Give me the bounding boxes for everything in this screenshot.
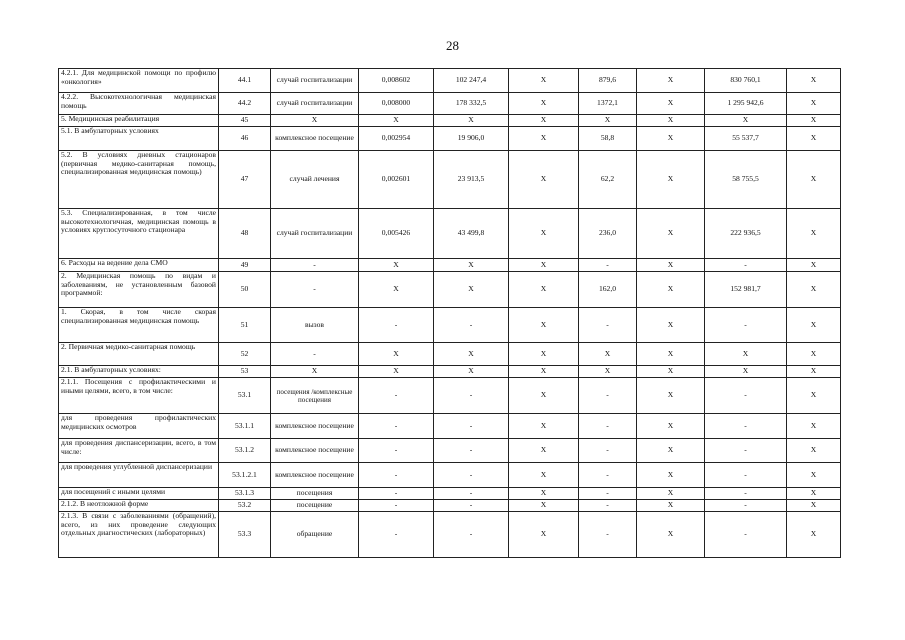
row-cell: - [579,439,637,463]
row-cell: Х [509,115,579,127]
row-cell: Х [637,272,705,308]
row-cell: Х [705,115,787,127]
row-line-number: 46 [219,127,271,151]
row-cell: Х [509,378,579,414]
row-cost: - [434,500,509,512]
row-unit: случай лечения [271,151,359,209]
row-cell: 830 760,1 [705,69,787,93]
row-unit: обращение [271,512,359,558]
row-cell: Х [637,69,705,93]
row-name: 2. Первичная медико-санитарная помощь [59,343,219,366]
row-cost: - [434,378,509,414]
table-row [59,378,841,414]
row-unit: Х [271,115,359,127]
row-cell: Х [509,209,579,259]
row-cell: 162,0 [579,272,637,308]
row-cell: - [579,259,637,272]
row-line-number: 52 [219,343,271,366]
row-name: 2.1.1. Посещения с профилактическими и иными целями, всего, в том числе: [59,378,219,414]
row-cell: Х [637,500,705,512]
row-name: для проведения углубленной диспансеризации [59,463,219,488]
row-line-number: 50 [219,272,271,308]
table-row [59,366,841,378]
row-cell: Х [637,259,705,272]
row-cell: 152 981,7 [705,272,787,308]
row-cost: - [434,414,509,439]
financing-table [58,68,841,558]
row-cell: Х [637,93,705,115]
row-norm: - [359,488,434,500]
row-cell: - [579,308,637,343]
table-row [59,488,841,500]
row-line-number: 53 [219,366,271,378]
row-cell: 1372,1 [579,93,637,115]
row-line-number: 53.2 [219,500,271,512]
row-norm: - [359,439,434,463]
row-cost: Х [434,259,509,272]
row-line-number: 47 [219,151,271,209]
row-cost: - [434,463,509,488]
row-cost: 178 332,5 [434,93,509,115]
row-unit: вызов [271,308,359,343]
row-cell: Х [705,343,787,366]
row-cost: - [434,512,509,558]
row-line-number: 53.1 [219,378,271,414]
row-cell: - [579,463,637,488]
row-cell: Х [509,488,579,500]
row-cell: Х [579,366,637,378]
row-cell: - [579,512,637,558]
row-line-number: 53.1.2 [219,439,271,463]
row-cost: Х [434,115,509,127]
row-norm: 0,005426 [359,209,434,259]
row-name: 5.3. Специализированная, в том числе высокотехнологичная, медицинская помощь в условиях круглосуточного стационара [59,209,219,259]
row-cell: Х [787,151,841,209]
row-norm: Х [359,272,434,308]
row-cell: 1 295 942,6 [705,93,787,115]
row-norm: - [359,500,434,512]
row-line-number: 53.3 [219,512,271,558]
row-norm: - [359,308,434,343]
row-norm: - [359,463,434,488]
row-cost: 102 247,4 [434,69,509,93]
row-cost: - [434,439,509,463]
row-cell: Х [637,151,705,209]
row-cell: Х [787,127,841,151]
table-row [59,439,841,463]
row-cell: Х [787,115,841,127]
row-name: 2.1. В амбулаторных условиях: [59,366,219,378]
row-cell: Х [705,366,787,378]
row-norm: Х [359,343,434,366]
row-norm: 0,008602 [359,69,434,93]
table-row [59,500,841,512]
row-name: 2.1.3. В связи с заболеваниями (обращений), всего, из них проведение следующих отдельных диагностических (лабораторных) [59,512,219,558]
row-cell: Х [787,414,841,439]
row-cell: - [705,308,787,343]
row-unit: комплексное посещение [271,439,359,463]
row-norm: 0,002954 [359,127,434,151]
row-cell: Х [787,500,841,512]
row-norm: - [359,378,434,414]
table-row [59,259,841,272]
row-cell: Х [579,115,637,127]
row-cell: Х [509,512,579,558]
row-cell: Х [509,69,579,93]
row-name: для проведения профилактических медицинских осмотров [59,414,219,439]
row-cell: Х [637,209,705,259]
row-cell: Х [509,463,579,488]
row-unit: случай госпитализации [271,69,359,93]
table-row [59,151,841,209]
row-line-number: 44.2 [219,93,271,115]
row-unit: комплексное посещение [271,414,359,439]
row-norm: - [359,414,434,439]
table-row [59,512,841,558]
row-cell: Х [509,272,579,308]
row-cell: Х [509,366,579,378]
row-unit: - [271,259,359,272]
row-cost: Х [434,343,509,366]
row-cell: - [705,378,787,414]
row-name: 4.2.2. Высокотехнологичная медицинская помощь [59,93,219,115]
row-cell: Х [637,512,705,558]
row-unit: случай госпитализации [271,209,359,259]
row-cell: - [705,512,787,558]
row-unit: - [271,343,359,366]
row-cell: Х [637,308,705,343]
row-unit: случай госпитализации [271,93,359,115]
row-cost: 43 499,8 [434,209,509,259]
row-cost: 23 913,5 [434,151,509,209]
row-cell: Х [637,115,705,127]
row-cost: - [434,308,509,343]
row-line-number: 49 [219,259,271,272]
row-cell: Х [509,439,579,463]
row-line-number: 48 [219,209,271,259]
row-cell: Х [509,259,579,272]
row-cell: - [705,439,787,463]
row-unit: комплексное посещение [271,127,359,151]
table-row [59,115,841,127]
row-unit: - [271,272,359,308]
row-cell: Х [509,127,579,151]
row-cell: Х [787,209,841,259]
row-cell: Х [637,414,705,439]
row-unit: посещение [271,500,359,512]
row-cell: Х [509,500,579,512]
table-row [59,127,841,151]
row-name: для проведения диспансеризации, всего, в том числе: [59,439,219,463]
row-name: 1. Скорая, в том числе скорая специализированная медицинская помощь [59,308,219,343]
row-cell: Х [579,343,637,366]
row-cell: Х [637,366,705,378]
row-cell: Х [509,414,579,439]
row-cell: - [705,500,787,512]
row-cell: 222 936,5 [705,209,787,259]
row-cell: Х [637,439,705,463]
row-cell: 58 755,5 [705,151,787,209]
row-name: 4.2.1. Для медицинской помощи по профилю «онкология» [59,69,219,93]
row-name: 2. Медицинская помощь по видам и заболеваниям, не установленным базовой программой: [59,272,219,308]
row-cell: Х [637,127,705,151]
row-cell: Х [787,378,841,414]
row-cell: Х [787,488,841,500]
row-cell: Х [637,343,705,366]
row-cell: Х [787,343,841,366]
row-cell: Х [509,93,579,115]
row-cell: Х [637,488,705,500]
row-name: 5.2. В условиях дневных стационаров (первичная медико-санитарная помощь, специализированная медицинская помощь) [59,151,219,209]
row-line-number: 53.1.1 [219,414,271,439]
page-number: 28 [446,38,459,53]
row-cell: - [705,463,787,488]
row-name: для посещений с иными целями [59,488,219,500]
row-cell: Х [787,69,841,93]
row-cell: Х [787,463,841,488]
row-cell: 62,2 [579,151,637,209]
row-norm: - [359,512,434,558]
row-line-number: 45 [219,115,271,127]
row-cell: Х [787,512,841,558]
row-cost: 19 906,0 [434,127,509,151]
row-cell: Х [787,93,841,115]
row-cell: Х [509,343,579,366]
row-cell: Х [509,151,579,209]
row-cost: Х [434,272,509,308]
row-cell: 58,8 [579,127,637,151]
row-cell: Х [787,439,841,463]
table-row [59,343,841,366]
row-cell: Х [787,366,841,378]
row-name: 6. Расходы на ведение дела СМО [59,259,219,272]
row-line-number: 51 [219,308,271,343]
table-row [59,209,841,259]
row-norm: 0,002601 [359,151,434,209]
table-row [59,308,841,343]
table-row [59,414,841,439]
row-cell: - [705,414,787,439]
row-cell: Х [787,259,841,272]
row-cell: Х [787,272,841,308]
row-norm: Х [359,115,434,127]
row-unit: посещения [271,488,359,500]
row-cell: - [579,488,637,500]
row-cell: - [579,500,637,512]
row-cost: Х [434,366,509,378]
row-cell: Х [787,308,841,343]
row-cell: - [579,414,637,439]
row-cell: 879,6 [579,69,637,93]
row-line-number: 53.1.2.1 [219,463,271,488]
row-line-number: 44.1 [219,69,271,93]
row-unit: комплексное посещение [271,463,359,488]
row-norm: 0,008000 [359,93,434,115]
row-name: 5.1. В амбулаторных условиях [59,127,219,151]
row-cell: - [579,378,637,414]
table-row [59,69,841,93]
row-cell: - [705,259,787,272]
row-cell: - [705,488,787,500]
row-cell: 236,0 [579,209,637,259]
row-norm: Х [359,366,434,378]
row-cell: 55 537,7 [705,127,787,151]
row-unit: Х [271,366,359,378]
row-line-number: 53.1.3 [219,488,271,500]
row-cell: Х [509,308,579,343]
row-name: 5. Медицинская реабилитация [59,115,219,127]
row-cell: Х [637,463,705,488]
table-row [59,463,841,488]
row-unit: посещения /комплексные посещения [271,378,359,414]
row-norm: Х [359,259,434,272]
table-row [59,272,841,308]
row-cost: - [434,488,509,500]
row-cell: Х [637,378,705,414]
row-name: 2.1.2. В неотложной форме [59,500,219,512]
table-row [59,93,841,115]
